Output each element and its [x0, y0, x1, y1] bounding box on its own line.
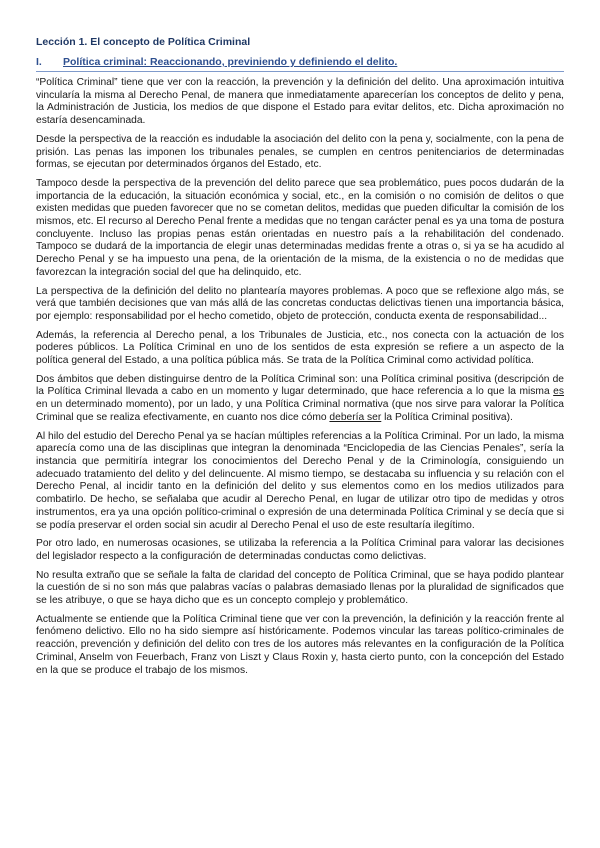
document-page — [36, 36, 564, 683]
section-title: Política criminal: Reaccionando, previniendo y definiendo el delito. — [63, 56, 398, 68]
section-heading — [36, 56, 564, 72]
two-areas-es-underlined: es — [553, 386, 564, 398]
paragraph-intro: “Política Criminal” tiene que ver con la reacción, la prevención y la definición del delito. Una aproximación intuitiva vincularía la misma al Derecho Penal, de manera que inmediatamente aparecerían los conceptos de delito y pena, la Administración de Justicia, los medios de que dispone el Estado para evitar delitos, etc. Dicha aproximación no estaría desencaminada. — [36, 77, 564, 127]
two-areas-text-1: Dos ámbitos que deben distinguirse dentro de la Política Criminal son: una Política criminal positiva (descripción de la Política Criminal llevada a cabo en un momento y lugar determinado, que hace referencia a lo que la misma — [36, 373, 564, 398]
paragraph-current-understanding: Actualmente se entiende que la Política Criminal tiene que ver con la prevención, la definición y la reacción frente al fenómeno delictivo. Ello no ha sido siempre así históricamente. Podemos vincular las tareas político-criminales de reacción, prevención y definición del delito con tres de los autores más relevantes en la configuración de la Política Criminal, Anselm von Feuerbach, Franz von Liszt y Claus Roxin y, hasta cierto punto, con la concepción del Estado en la que se produce el trabajo de los mismos. — [36, 613, 564, 676]
two-areas-text-3: la Política Criminal positiva). — [381, 411, 513, 423]
paragraph-prevention: Tampoco desde la perspectiva de la prevención del delito parece que sea problemático, pues pocos dudarán de la importancia de la educación, la situación económica y social, etc., en la comisión o no comisión de delitos o que existen medidas que pueden favorecer que no se cometan delitos, medidas que pueden dificultar la comisión de los mismos, etc. El recurso al Derecho Penal frente a medidas que no tengan carácter penal es ya una toma de postura concluyente. Incluso las propias penas están orientadas en nuestro país a la rehabilitación del condenado. Tampoco se dudará de la importancia de elegir unas determinadas medidas frente a otras o, si ya se ha acudido al Derecho Penal y se ha impuesto una pena, de la orientación de la misma, de la existencia o no de medidas que favorezcan la integración social del que ha delinquido, etc. — [36, 177, 564, 278]
two-areas-text-2: en un determinado momento), por un lado, y una Política Criminal normativa (que nos sirve para valorar la Política Criminal que se realiza efectivamente, en cuanto nos dice cómo — [36, 399, 564, 423]
lesson-title: Lección 1. El concepto de Política Criminal — [36, 36, 251, 48]
two-areas-deberia-ser-underlined: debería ser — [329, 411, 382, 423]
paragraph-reaction: Desde la perspectiva de la reacción es indudable la asociación del delito con la pena y, socialmente, con la pena de prisión. Las penas las imponen los tribunales penales, se cumplen en centros penitenciarios de determinadas formas, se ejecutan por determinados órganos del Estado, etc. — [36, 133, 564, 171]
paragraph-public-policy: Además, la referencia al Derecho penal, a los Tribunales de Justicia, etc., nos conecta con la actuación de los poderes públicos. La Política Criminal en uno de los sentidos de esta expresión se refiere a un aspecto de la política general del Estado, a una política pública más. Se trata de la Política Criminal como actividad política. — [36, 329, 564, 367]
paragraph-two-areas — [36, 374, 564, 425]
paragraph-lack-of-clarity: No resulta extraño que se señale la falta de claridad del concepto de Política Criminal, que se haya podido plantear la cuestión de si no son más que palabras vacías o palabras demasiado llenas por la pluralidad de significados que se les atribuye, o que se haya dicho que es un concepto complejo y problemático. — [36, 569, 564, 607]
section-number: I. — [36, 56, 42, 68]
paragraph-criminal-law-study: Al hilo del estudio del Derecho Penal ya se hacían múltiples referencias a la Política Criminal. Por un lado, la misma aparecía como una de las disciplinas que integran la denominada “Enciclopedia de las Ciencias Penales”, sería la instancia que permitiría integrar los conocimientos del Derecho Penal y de la Criminología, consiguiendo un adecuado tratamiento del delito y del delincuente. Al mismo tiempo, se destacaba su influencia y su relación con el Derecho Penal, al incidir tanto en la definición del delito y sus elementos como en los medios utilizados para combatirlo. De hecho, se señalaba que acudir al Derecho Penal, en lugar de utilizar otro tipo de medidas y otros instrumentos, era ya una opción político-criminal o expresión de una determinada Política Criminal y se decía que si se podía preservar el orden social sin acudir al Derecho Penal el uso de este resultaría ilegítimo. — [36, 430, 564, 531]
paragraph-legislator: Por otro lado, en numerosas ocasiones, se utilizaba la referencia a la Política Criminal para valorar las decisiones del legislador respecto a la configuración de determinadas conductas como delictivas. — [36, 538, 564, 562]
paragraph-definition: La perspectiva de la definición del delito no plantearía mayores problemas. A poco que se reflexione algo más, se verá que también decisiones que van más allá de las concretas conductas delictivas tienen una importancia básica, por ejemplo: responsabilidad por el hecho cometido, objeto de protección, conducta exenta de responsabilidad... — [36, 285, 564, 322]
